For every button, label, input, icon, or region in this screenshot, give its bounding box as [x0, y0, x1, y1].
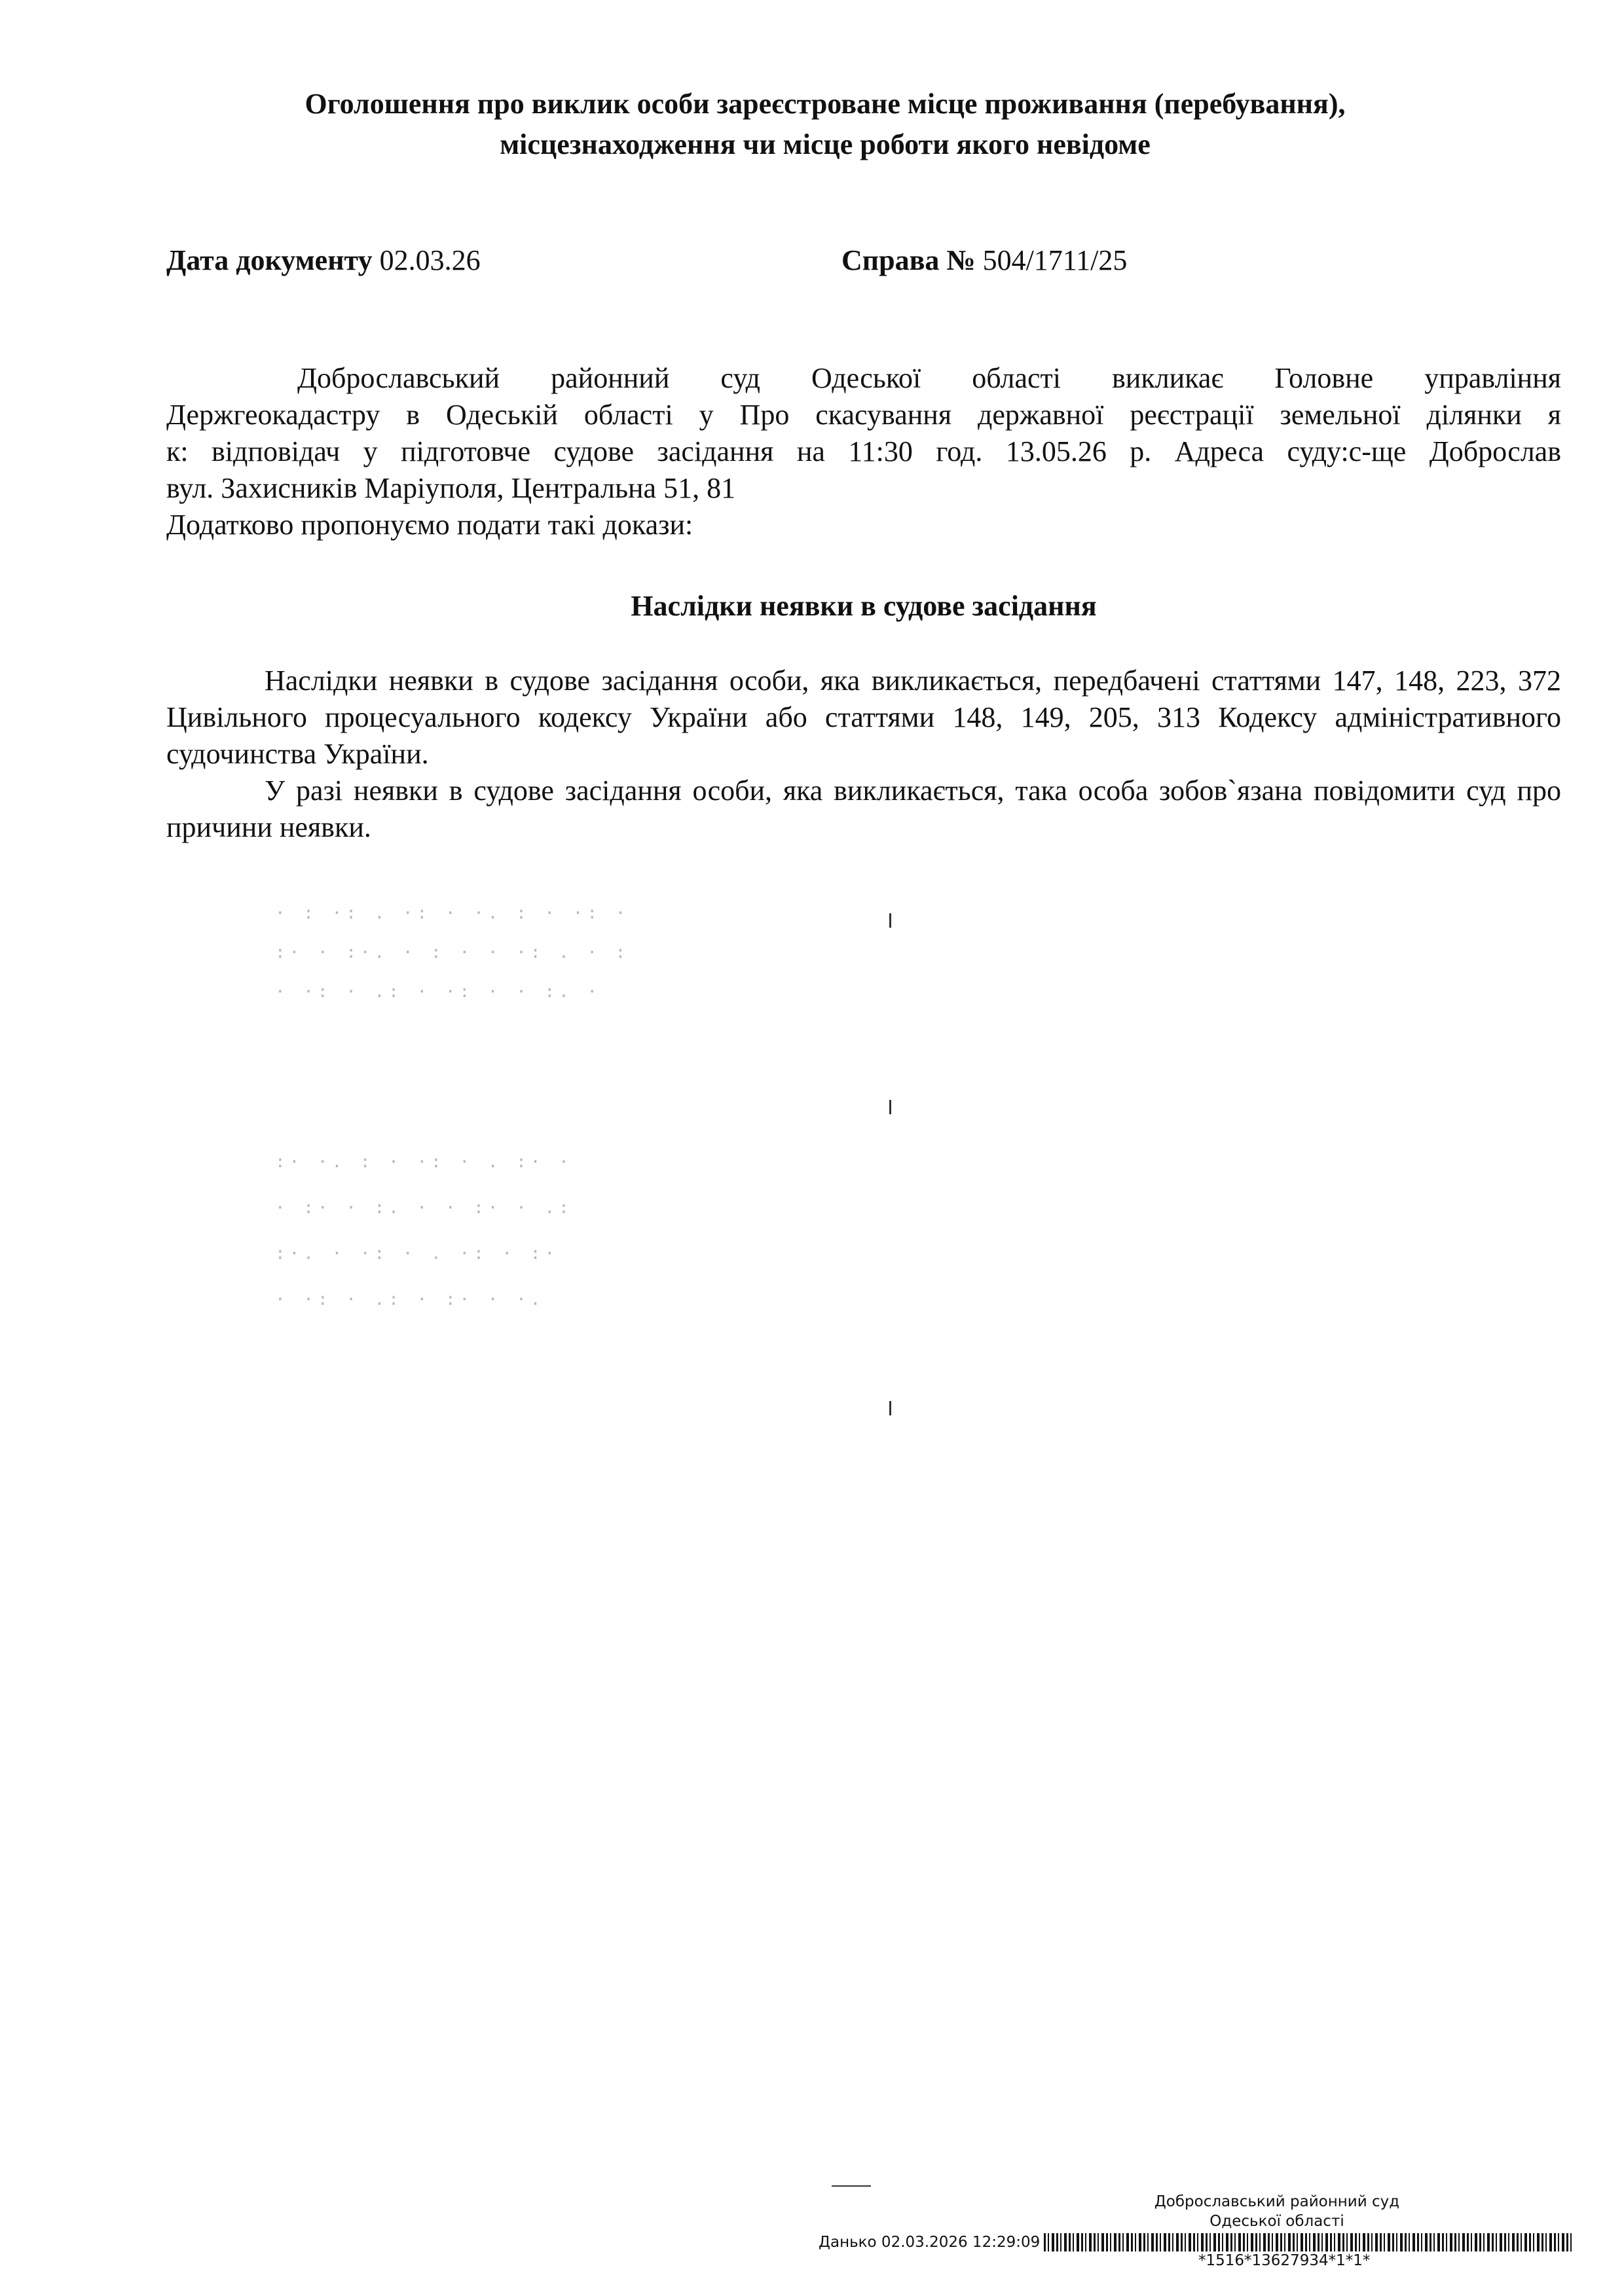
case-number	[841, 244, 1127, 277]
document-date	[166, 244, 481, 277]
court-name-line-2: Одеської області	[1209, 2213, 1344, 2230]
scan-mark	[889, 1401, 891, 1415]
barcode-icon	[1044, 2233, 1572, 2251]
court-address-line: вул. Захисників Маріуполя, Центральна 51, 81	[166, 472, 736, 504]
date-label: Дата документу	[166, 244, 373, 276]
court-name-line-1: Доброславський районний суд	[1154, 2193, 1400, 2210]
summons-line-3: к: відповідач у підготовче судове засідання на 11:30 год. 13.05.26 р. Адреса суду:с-ще Доброслав	[166, 435, 1561, 467]
barcode-code: *1516*13627934*1*1*	[1198, 2252, 1371, 2269]
scan-artifact: :· ·. : · ·: · . :· ·	[275, 1152, 573, 1172]
date-value: 02.03.26	[379, 244, 481, 276]
summons-line-2: Держгеокадастру в Одеській області у Про скасування державної реєстрації земельної ділянки я	[166, 399, 1561, 431]
case-value: 504/1711/25	[982, 244, 1128, 276]
scan-artifact: · ·: · .: · ·: · · :. ·	[275, 982, 602, 1002]
scan-artifact: :·. · ·: · . ·: · :·	[275, 1244, 559, 1264]
consequences-paragraph-2: У разі неявки в судове засідання особи, яка викликається, така особа зобов`язана повідомити суд про причини неявки.	[166, 774, 1561, 843]
scan-mark	[889, 1100, 891, 1114]
scan-mark	[832, 2185, 871, 2187]
title-line-2: місцезнаходження чи місце роботи якого невідоме	[500, 128, 1151, 160]
court-stamp-text	[982, 2192, 1572, 2231]
scan-artifact: · ·: · .: · :· · ·.	[275, 1290, 545, 1309]
case-label: Справа №	[841, 244, 976, 276]
scan-artifact: :· · :·. · : · · ·: . · :	[275, 943, 630, 962]
summons-line-1: Доброславський районний суд Одеської області викликає Головне управління	[297, 362, 1561, 394]
scan-artifact: · :· · :. · · :· · .:	[275, 1198, 573, 1218]
evidence-line: Додатково пропонуємо подати такі докази:	[166, 509, 693, 541]
signer-stamp: Данько 02.03.2026 12:29:09	[819, 2234, 1041, 2251]
signature-barcode-row	[819, 2232, 1572, 2252]
consequences-heading: Наслідки неявки в судове засідання	[631, 590, 1097, 622]
consequences-paragraph-1: Наслідки неявки в судове засідання особи, яка викликається, передбачені статтями 147, 148, 223, 372 Цивільного процесуального кодексу України або статтями 148, 149, 205, 313 Кодексу адміністративного судочинства України.	[166, 665, 1561, 770]
title-line-1: Оголошення про виклик особи зареєстроване місце проживання (перебування),	[304, 88, 1346, 120]
scan-artifact: · : ·: . ·: · ·. : · ·: ·	[275, 903, 630, 923]
consequences-text	[166, 663, 1561, 846]
summons-text	[166, 360, 1561, 543]
document-title	[170, 84, 1480, 165]
scan-mark	[889, 913, 891, 928]
